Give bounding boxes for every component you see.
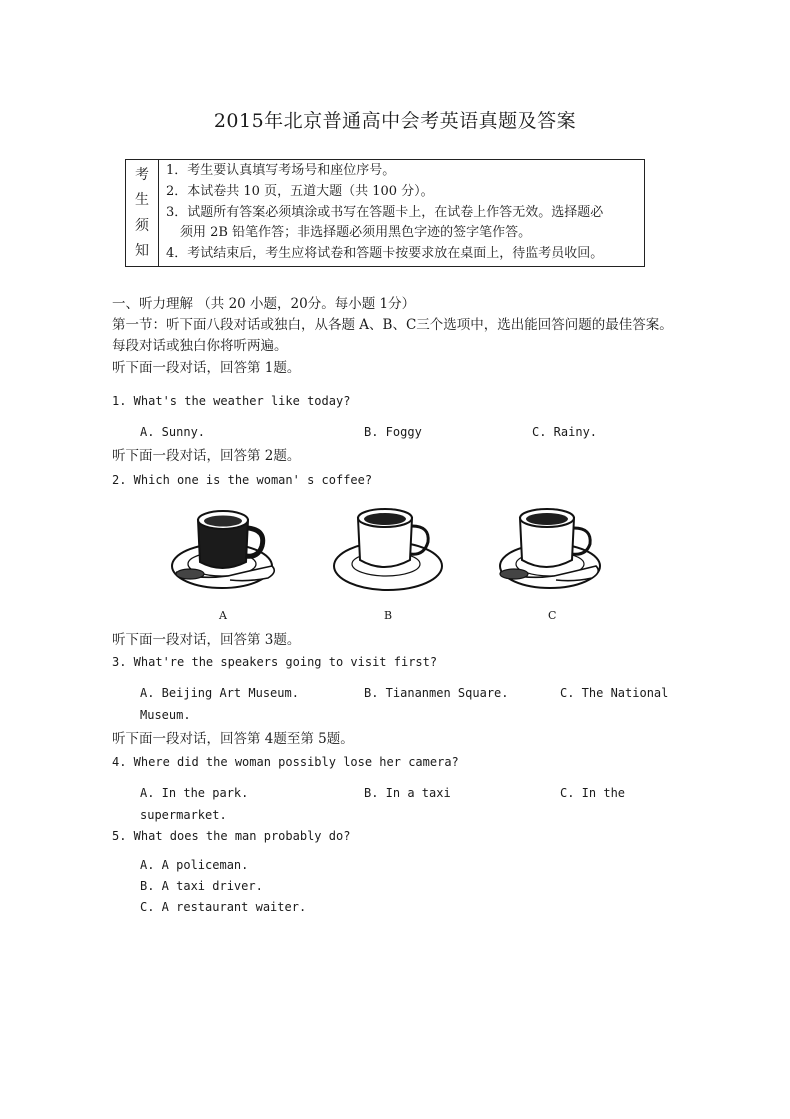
part-instruction: 第一节：听下面八段对话或独白，从各题 A、B、C三个选项中，选出能回答问题的最佳答案。 (112, 317, 673, 333)
question-2: 2. Which one is the woman' s coffee? (112, 473, 373, 487)
cup-label-a: A (219, 609, 227, 622)
coffee-cup-a-icon (168, 500, 280, 596)
coffee-cup-c-icon (496, 500, 608, 594)
section-header: 一、听力理解 （共 20 小题，20分。每小题 1分） (112, 296, 416, 312)
listen-instruction-q3: 听下面一段对话，回答第 3题。 (112, 632, 301, 648)
page-title: 2015年北京普通高中会考英语真题及答案 (213, 110, 577, 132)
notice-heading-char: 生 (135, 192, 149, 209)
q3-option-b: B. Tiananmen Square. (364, 686, 509, 700)
cup-label-b: B (384, 609, 393, 622)
notice-heading-char: 知 (135, 243, 149, 260)
notice-line: 3．试题所有答案必须填涂或书写在答题卡上，在试卷上作答无效。选择题必 (166, 204, 604, 220)
question-1: 1. What's the weather like today? (112, 394, 351, 408)
listen-instruction-q4-5: 听下面一段对话，回答第 4题至第 5题。 (112, 731, 354, 747)
q5-option-a: A. A policeman. (140, 858, 249, 872)
question-3: 3. What're the speakers going to visit first? (112, 655, 438, 669)
q1-option-b: B. Foggy (364, 425, 422, 439)
notice-line: 须用 2B 铅笔作答；非选择题必须用黑色字迹的签字笔作答。 (180, 225, 532, 241)
notice-body (166, 161, 640, 265)
notice-box (125, 159, 645, 267)
q3-option-c-cont: Museum. (140, 708, 191, 722)
cup-label-c: C (548, 609, 557, 622)
notice-heading-char: 须 (135, 217, 149, 234)
q3-option-a: A. Beijing Art Museum. (140, 686, 299, 700)
q1-option-c: C. Rainy. (532, 425, 598, 439)
q4-option-c-cont: supermarket. (140, 808, 227, 822)
question-4: 4. Where did the woman possibly lose her camera? (112, 755, 459, 769)
notice-line: 1．考生要认真填写考场号和座位序号。 (166, 163, 396, 178)
q1-option-a: A. Sunny. (140, 425, 206, 439)
q5-option-c: C. A restaurant waiter. (140, 900, 307, 914)
notice-heading (126, 160, 159, 266)
q4-option-c: C. In the (560, 786, 626, 800)
listen-instruction-q1: 听下面一段对话，回答第 1题。 (112, 360, 301, 376)
q4-option-b: B. In a taxi (364, 786, 451, 800)
notice-line: 4．考试结束后，考生应将试卷和答题卡按要求放在桌面上，待监考员收回。 (166, 246, 604, 262)
q3-option-c: C. The National (560, 686, 669, 700)
notice-heading-char: 考 (135, 166, 149, 183)
notice-line: 2．本试卷共 10 页，五道大题（共 100 分）。 (166, 183, 434, 199)
q5-option-b: B. A taxi driver. (140, 879, 263, 893)
question-5: 5. What does the man probably do? (112, 829, 351, 843)
listen-instruction-q2: 听下面一段对话，回答第 2题。 (112, 448, 301, 464)
q4-option-a: A. In the park. (140, 786, 249, 800)
coffee-cup-b-icon (330, 500, 446, 594)
part-instruction-cont: 每段对话或独白你将听两遍。 (112, 338, 288, 354)
